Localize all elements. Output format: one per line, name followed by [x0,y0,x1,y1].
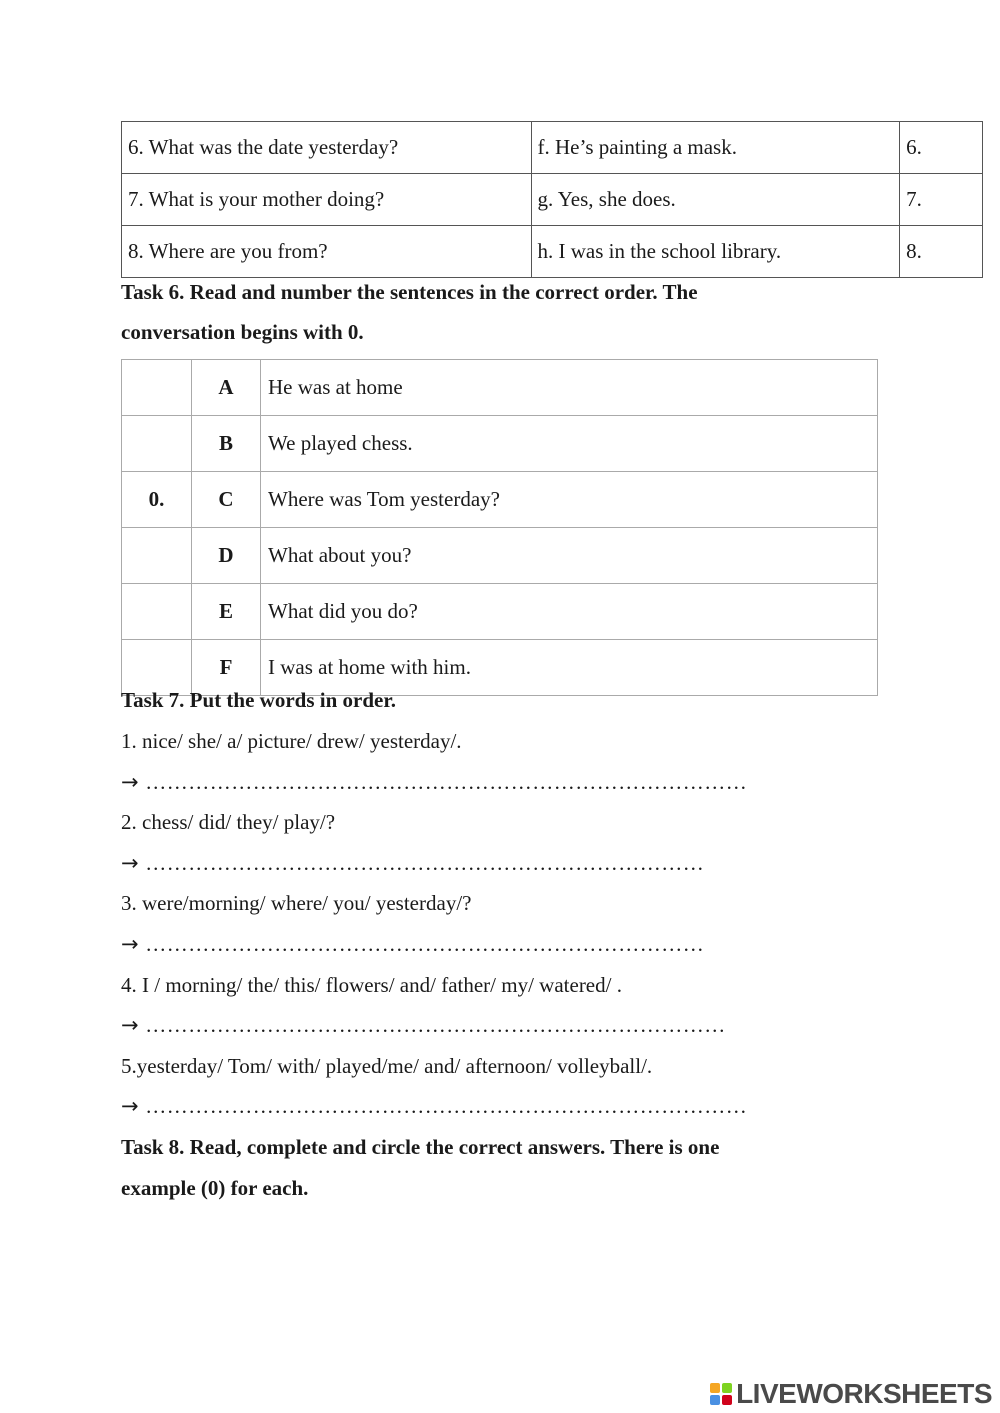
logo-square [722,1395,732,1405]
order-table [121,359,878,696]
table-row [122,122,983,174]
sentence-letter: C [192,472,261,528]
logo-square [722,1383,732,1393]
task7-answer-line-2[interactable] [121,851,704,876]
logo-square [710,1383,720,1393]
table-row [122,584,878,640]
logo-text: LIVEWORKSHEETS [736,1378,992,1409]
order-number-slot[interactable] [122,360,192,416]
liveworksheets-logo [710,1378,992,1410]
answer-dots: ………………………………………………………………………… [145,770,748,794]
table-row [122,472,878,528]
question-cell: 6. What was the date yesterday? [122,122,532,174]
table-row [122,416,878,472]
order-number-slot[interactable]: 0. [122,472,192,528]
task6-heading-line1: Task 6. Read and number the sentences in the correct order. The [121,280,698,304]
order-number-slot[interactable] [122,528,192,584]
sentence-letter: D [192,528,261,584]
sentence-text: Where was Tom yesterday? [261,472,878,528]
sentence-letter: A [192,360,261,416]
task7-prompt-4: 4. I / morning/ the/ this/ flowers/ and/ father/ my/ watered/ . [121,973,622,997]
sentence-letter: F [192,640,261,696]
sentence-text: I was at home with him. [261,640,878,696]
answer-dots: ……………………………………………………………………… [145,1013,726,1037]
task7-answer-line-1[interactable] [121,770,747,795]
sentence-text: What about you? [261,528,878,584]
task7-answer-line-3[interactable] [121,932,704,957]
table-row [122,226,983,278]
sentence-text: What did you do? [261,584,878,640]
arrow-icon: → [121,770,139,794]
task7-prompt-5: 5.yesterday/ Tom/ with/ played/me/ and/ afternoon/ volleyball/. [121,1054,653,1078]
task8-heading-line1: Task 8. Read, complete and circle the correct answers. There is one [121,1135,720,1159]
answer-dots: …………………………………………………………………… [145,851,705,875]
matching-table [121,121,983,278]
answer-dots: …………………………………………………………………… [145,932,705,956]
arrow-icon: → [121,851,139,875]
task8-heading-line2: example (0) for each. [121,1176,309,1200]
answer-slot[interactable]: 7. [900,174,983,226]
answer-dots: ………………………………………………………………………… [145,1094,748,1118]
task7-prompt-3: 3. were/morning/ where/ you/ yesterday/? [121,891,472,915]
order-number-slot[interactable] [122,416,192,472]
table-row [122,174,983,226]
question-cell: 8. Where are you from? [122,226,532,278]
answer-cell: g. Yes, she does. [531,174,900,226]
sentence-text: We played chess. [261,416,878,472]
task7-heading: Task 7. Put the words in order. [121,688,396,712]
logo-icon [710,1383,732,1405]
arrow-icon: → [121,932,139,956]
answer-slot[interactable]: 6. [900,122,983,174]
task7-answer-line-4[interactable] [121,1013,726,1038]
sentence-text: He was at home [261,360,878,416]
arrow-icon: → [121,1094,139,1118]
task7-prompt-2: 2. chess/ did/ they/ play/? [121,810,336,834]
answer-slot[interactable]: 8. [900,226,983,278]
sentence-letter: E [192,584,261,640]
table-row [122,528,878,584]
question-cell: 7. What is your mother doing? [122,174,532,226]
answer-cell: f. He’s painting a mask. [531,122,900,174]
task7-answer-line-5[interactable] [121,1094,747,1119]
answer-cell: h. I was in the school library. [531,226,900,278]
task6-heading-line2: conversation begins with 0. [121,320,364,344]
sentence-letter: B [192,416,261,472]
arrow-icon: → [121,1013,139,1037]
table-row [122,360,878,416]
order-number-slot[interactable] [122,584,192,640]
task7-prompt-1: 1. nice/ she/ a/ picture/ drew/ yesterday/. [121,729,462,753]
logo-square [710,1395,720,1405]
